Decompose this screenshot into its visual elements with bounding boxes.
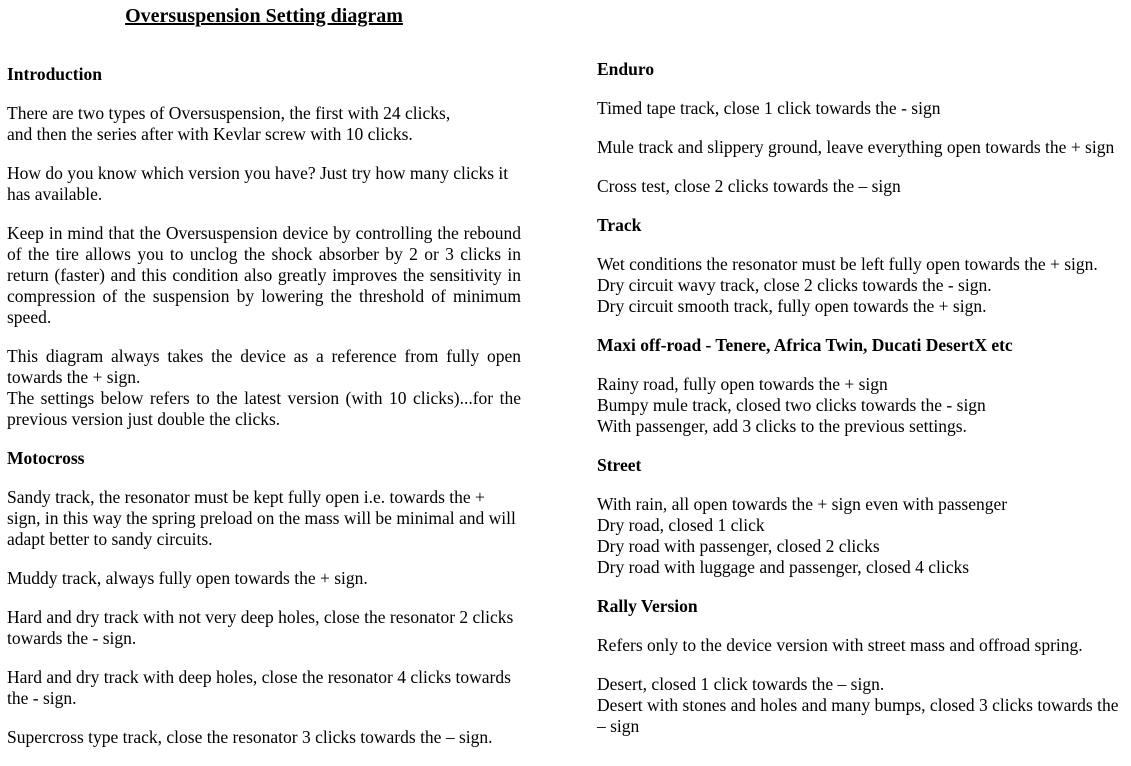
paragraph <box>7 667 521 709</box>
paragraph-line: Dry circuit smooth track, fully open towards the + sign. <box>597 296 987 316</box>
paragraph-line: previous version just double the clicks. <box>7 409 281 429</box>
paragraph <box>597 374 1125 437</box>
paragraph-line: – sign <box>597 716 640 736</box>
paragraph-line: With rain, all open towards the + sign even with passenger <box>597 494 1008 514</box>
paragraph-line: Wet conditions the resonator must be left fully open towards the + sign. <box>597 254 1098 274</box>
paragraph-line: Hard and dry track with not very deep holes, close the resonator 2 clicks <box>7 607 514 627</box>
section-heading: Maxi off-road - Tenere, Africa Twin, Ducati DesertX etc <box>597 335 1013 355</box>
paragraph-line: sign, in this way the spring preload on the mass will be minimal and will <box>7 508 516 528</box>
paragraph <box>7 568 521 589</box>
paragraph-line: compression of the suspension by lowering the threshold of minimum <box>7 286 521 306</box>
paragraph-line: Desert, closed 1 click towards the – sign. <box>597 674 885 694</box>
paragraph-line: Dry road, closed 1 click <box>597 515 765 535</box>
paragraph-line: towards the - sign. <box>7 628 137 648</box>
paragraph-line: Cross test, close 2 clicks towards the – sign <box>597 176 901 196</box>
paragraph-line: Desert with stones and holes and many bumps, closed 3 clicks towards the <box>597 695 1119 715</box>
paragraph <box>7 727 521 748</box>
paragraph <box>597 137 1125 158</box>
paragraph <box>597 494 1125 578</box>
paragraph <box>597 176 1125 197</box>
paragraph-line: Timed tape track, close 1 click towards the - sign <box>597 98 941 118</box>
section-heading: Introduction <box>7 64 102 84</box>
paragraph-line: adapt better to sandy circuits. <box>7 529 213 549</box>
section-heading: Street <box>597 455 642 475</box>
paragraph <box>7 163 521 205</box>
document-title: Oversuspension Setting diagram <box>125 5 403 27</box>
section-heading: Rally Version <box>597 596 698 616</box>
paragraph <box>597 635 1125 656</box>
paragraph-line: Muddy track, always fully open towards the + sign. <box>7 568 368 588</box>
paragraph-line: How do you know which version you have? Just try how many clicks it <box>7 163 509 183</box>
paragraph-line: The settings below refers to the latest version (with 10 clicks)...for the <box>7 388 521 408</box>
paragraph-line: the - sign. <box>7 688 77 708</box>
paragraph-line: of the tire allows you to unclog the shock absorber by 2 or 3 clicks in <box>7 244 521 264</box>
paragraph-line: There are two types of Oversuspension, the first with 24 clicks, <box>7 103 451 123</box>
section-heading: Enduro <box>597 59 655 79</box>
paragraph-line: Mule track and slippery ground, leave everything open towards the + sign <box>597 137 1115 157</box>
right-column <box>597 59 1125 755</box>
right-column-content <box>597 59 1125 737</box>
paragraph-line: towards the + sign. <box>7 367 141 387</box>
left-column <box>7 4 521 766</box>
paragraph-line: This diagram always takes the device as a reference from fully open <box>7 346 521 366</box>
paragraph <box>597 254 1125 317</box>
paragraph <box>7 223 521 328</box>
paragraph <box>7 607 521 649</box>
paragraph-line: speed. <box>7 307 52 327</box>
paragraph-line: Supercross type track, close the resonator 3 clicks towards the – sign. <box>7 727 493 747</box>
paragraph-line: Bumpy mule track, closed two clicks towards the - sign <box>597 395 986 415</box>
paragraph-line: Dry road with luggage and passenger, closed 4 clicks <box>597 557 970 577</box>
paragraph-line: Dry circuit wavy track, close 2 clicks towards the - sign. <box>597 275 992 295</box>
left-column-content <box>7 64 521 748</box>
paragraph-line: and then the series after with Kevlar screw with 10 clicks. <box>7 124 413 144</box>
paragraph-line: Rainy road, fully open towards the + sign <box>597 374 888 394</box>
section-heading: Motocross <box>7 448 85 468</box>
paragraph-line: Keep in mind that the Oversuspension device by controlling the rebound <box>7 223 521 243</box>
paragraph-line: Dry road with passenger, closed 2 clicks <box>597 536 880 556</box>
paragraph <box>597 674 1125 737</box>
paragraph <box>597 98 1125 119</box>
paragraph-line: With passenger, add 3 clicks to the previous settings. <box>597 416 967 436</box>
paragraph-line: Sandy track, the resonator must be kept fully open i.e. towards the + <box>7 487 485 507</box>
section-heading: Track <box>597 215 642 235</box>
paragraph <box>7 346 521 430</box>
paragraph-line: has available. <box>7 184 103 204</box>
paragraph <box>7 103 521 145</box>
paragraph-line: Hard and dry track with deep holes, close the resonator 4 clicks towards <box>7 667 511 687</box>
paragraph <box>7 487 521 550</box>
paragraph-line: return (faster) and this condition also greatly improves the sensitivity in <box>7 265 521 285</box>
paragraph-line: Refers only to the device version with street mass and offroad spring. <box>597 635 1083 655</box>
